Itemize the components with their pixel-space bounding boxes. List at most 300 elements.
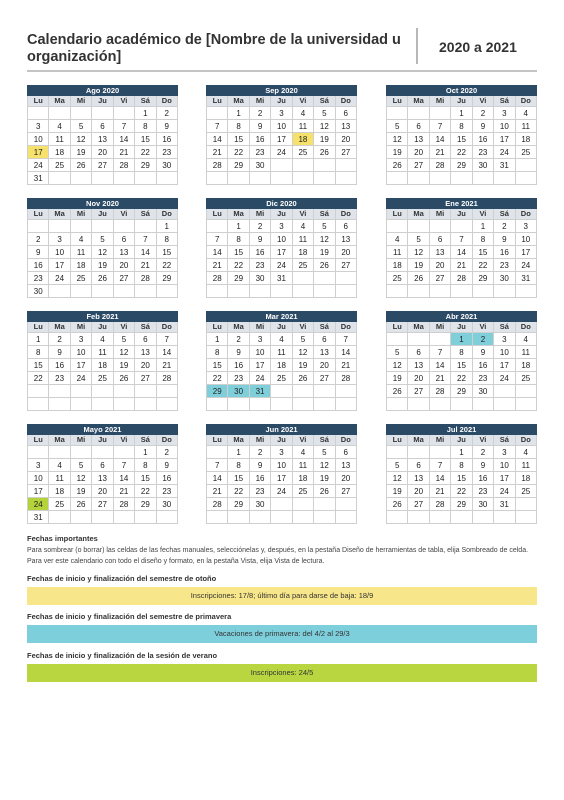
day-cell[interactable]: 8 bbox=[228, 119, 249, 132]
day-cell[interactable]: 6 bbox=[92, 119, 113, 132]
day-cell[interactable]: 20 bbox=[336, 132, 357, 145]
day-cell[interactable]: 6 bbox=[336, 219, 357, 232]
day-cell[interactable]: 24 bbox=[28, 497, 49, 510]
day-cell[interactable]: 9 bbox=[250, 232, 271, 245]
day-cell[interactable]: 7 bbox=[430, 458, 451, 471]
day-cell[interactable]: 1 bbox=[135, 445, 156, 458]
day-cell[interactable]: 4 bbox=[387, 232, 408, 245]
day-cell[interactable]: 19 bbox=[114, 358, 135, 371]
day-cell[interactable]: 27 bbox=[408, 497, 429, 510]
day-cell[interactable]: 2 bbox=[49, 332, 70, 345]
day-cell[interactable]: 29 bbox=[135, 158, 156, 171]
day-cell[interactable]: 19 bbox=[71, 484, 92, 497]
day-cell[interactable]: 31 bbox=[28, 171, 49, 184]
day-cell[interactable]: 16 bbox=[473, 471, 494, 484]
day-cell[interactable]: 15 bbox=[28, 358, 49, 371]
day-cell[interactable]: 28 bbox=[430, 158, 451, 171]
day-cell[interactable]: 11 bbox=[293, 458, 314, 471]
day-cell[interactable]: 7 bbox=[207, 119, 228, 132]
day-cell[interactable]: 17 bbox=[271, 245, 292, 258]
day-cell[interactable]: 14 bbox=[207, 245, 228, 258]
day-cell[interactable]: 18 bbox=[271, 358, 292, 371]
day-cell[interactable]: 27 bbox=[408, 158, 429, 171]
section-band[interactable]: Inscripciones: 17/8; último día para darse de baja: 18/9 bbox=[27, 587, 537, 605]
day-cell[interactable]: 30 bbox=[473, 384, 494, 397]
day-cell[interactable]: 21 bbox=[430, 145, 451, 158]
day-cell[interactable]: 30 bbox=[494, 271, 515, 284]
day-cell[interactable]: 30 bbox=[250, 158, 271, 171]
day-cell[interactable]: 6 bbox=[92, 458, 113, 471]
day-cell[interactable]: 28 bbox=[135, 271, 156, 284]
day-cell[interactable]: 25 bbox=[271, 371, 292, 384]
day-cell[interactable]: 10 bbox=[271, 119, 292, 132]
day-cell[interactable]: 18 bbox=[293, 471, 314, 484]
day-cell[interactable]: 7 bbox=[336, 332, 357, 345]
day-cell[interactable]: 8 bbox=[28, 345, 49, 358]
day-cell[interactable]: 12 bbox=[314, 119, 335, 132]
day-cell[interactable]: 16 bbox=[28, 258, 49, 271]
day-cell[interactable]: 1 bbox=[207, 332, 228, 345]
day-cell[interactable]: 16 bbox=[228, 358, 249, 371]
day-cell[interactable]: 14 bbox=[430, 471, 451, 484]
day-cell[interactable]: 26 bbox=[92, 271, 113, 284]
day-cell[interactable]: 12 bbox=[387, 471, 408, 484]
day-cell[interactable]: 26 bbox=[293, 371, 314, 384]
day-cell[interactable]: 30 bbox=[157, 158, 178, 171]
day-cell[interactable]: 14 bbox=[114, 471, 135, 484]
day-cell[interactable]: 24 bbox=[494, 484, 515, 497]
day-cell[interactable]: 24 bbox=[250, 371, 271, 384]
day-cell[interactable]: 15 bbox=[451, 132, 472, 145]
day-cell[interactable]: 15 bbox=[135, 471, 156, 484]
day-cell[interactable]: 27 bbox=[314, 371, 335, 384]
day-cell[interactable]: 19 bbox=[314, 132, 335, 145]
day-cell[interactable]: 2 bbox=[250, 445, 271, 458]
day-cell[interactable]: 14 bbox=[157, 345, 178, 358]
day-cell[interactable]: 17 bbox=[250, 358, 271, 371]
day-cell[interactable]: 12 bbox=[114, 345, 135, 358]
day-cell[interactable]: 24 bbox=[494, 145, 515, 158]
day-cell[interactable]: 8 bbox=[473, 232, 494, 245]
day-cell[interactable]: 15 bbox=[451, 358, 472, 371]
day-cell[interactable]: 24 bbox=[271, 258, 292, 271]
day-cell[interactable]: 14 bbox=[114, 132, 135, 145]
day-cell[interactable]: 21 bbox=[157, 358, 178, 371]
day-cell[interactable]: 2 bbox=[250, 106, 271, 119]
day-cell[interactable]: 28 bbox=[207, 271, 228, 284]
day-cell[interactable]: 18 bbox=[293, 132, 314, 145]
day-cell[interactable]: 1 bbox=[473, 219, 494, 232]
day-cell[interactable]: 23 bbox=[157, 484, 178, 497]
day-cell[interactable]: 4 bbox=[516, 332, 537, 345]
day-cell[interactable]: 30 bbox=[250, 271, 271, 284]
day-cell[interactable]: 18 bbox=[49, 484, 70, 497]
day-cell[interactable]: 2 bbox=[473, 332, 494, 345]
day-cell[interactable]: 13 bbox=[114, 245, 135, 258]
day-cell[interactable]: 5 bbox=[71, 119, 92, 132]
day-cell[interactable]: 25 bbox=[516, 145, 537, 158]
day-cell[interactable]: 4 bbox=[49, 458, 70, 471]
day-cell[interactable]: 26 bbox=[408, 271, 429, 284]
day-cell[interactable]: 18 bbox=[387, 258, 408, 271]
day-cell[interactable]: 21 bbox=[430, 484, 451, 497]
day-cell[interactable]: 1 bbox=[28, 332, 49, 345]
day-cell[interactable]: 26 bbox=[114, 371, 135, 384]
day-cell[interactable]: 28 bbox=[157, 371, 178, 384]
day-cell[interactable]: 31 bbox=[516, 271, 537, 284]
day-cell[interactable]: 10 bbox=[28, 471, 49, 484]
day-cell[interactable]: 30 bbox=[473, 497, 494, 510]
day-cell[interactable]: 3 bbox=[494, 445, 515, 458]
day-cell[interactable]: 9 bbox=[228, 345, 249, 358]
day-cell[interactable]: 2 bbox=[473, 445, 494, 458]
day-cell[interactable]: 20 bbox=[408, 484, 429, 497]
day-cell[interactable]: 25 bbox=[387, 271, 408, 284]
day-cell[interactable]: 13 bbox=[92, 471, 113, 484]
day-cell[interactable]: 8 bbox=[228, 232, 249, 245]
day-cell[interactable]: 10 bbox=[516, 232, 537, 245]
day-cell[interactable]: 23 bbox=[473, 484, 494, 497]
day-cell[interactable]: 22 bbox=[473, 258, 494, 271]
day-cell[interactable]: 4 bbox=[71, 232, 92, 245]
day-cell[interactable]: 17 bbox=[28, 484, 49, 497]
day-cell[interactable]: 18 bbox=[516, 471, 537, 484]
day-cell[interactable]: 16 bbox=[473, 132, 494, 145]
day-cell[interactable]: 20 bbox=[114, 258, 135, 271]
day-cell[interactable]: 5 bbox=[387, 458, 408, 471]
day-cell[interactable]: 29 bbox=[228, 158, 249, 171]
day-cell[interactable]: 24 bbox=[71, 371, 92, 384]
day-cell[interactable]: 3 bbox=[494, 332, 515, 345]
day-cell[interactable]: 26 bbox=[314, 484, 335, 497]
day-cell[interactable]: 3 bbox=[271, 219, 292, 232]
day-cell[interactable]: 17 bbox=[49, 258, 70, 271]
day-cell[interactable]: 14 bbox=[430, 358, 451, 371]
day-cell[interactable]: 1 bbox=[451, 445, 472, 458]
day-cell[interactable]: 7 bbox=[114, 119, 135, 132]
day-cell[interactable]: 17 bbox=[494, 358, 515, 371]
day-cell[interactable]: 17 bbox=[271, 471, 292, 484]
day-cell[interactable]: 19 bbox=[387, 484, 408, 497]
day-cell[interactable]: 23 bbox=[28, 271, 49, 284]
day-cell[interactable]: 26 bbox=[387, 497, 408, 510]
day-cell[interactable]: 19 bbox=[71, 145, 92, 158]
day-cell[interactable]: 22 bbox=[228, 484, 249, 497]
day-cell[interactable]: 27 bbox=[114, 271, 135, 284]
day-cell[interactable]: 22 bbox=[451, 371, 472, 384]
day-cell[interactable]: 18 bbox=[49, 145, 70, 158]
day-cell[interactable]: 6 bbox=[408, 458, 429, 471]
day-cell[interactable]: 31 bbox=[494, 158, 515, 171]
day-cell[interactable]: 3 bbox=[49, 232, 70, 245]
day-cell[interactable]: 30 bbox=[157, 497, 178, 510]
day-cell[interactable]: 10 bbox=[494, 458, 515, 471]
day-cell[interactable]: 29 bbox=[451, 384, 472, 397]
day-cell[interactable]: 11 bbox=[71, 245, 92, 258]
day-cell[interactable]: 4 bbox=[49, 119, 70, 132]
day-cell[interactable]: 24 bbox=[516, 258, 537, 271]
day-cell[interactable]: 10 bbox=[250, 345, 271, 358]
day-cell[interactable]: 19 bbox=[314, 471, 335, 484]
day-cell[interactable]: 29 bbox=[228, 271, 249, 284]
day-cell[interactable]: 22 bbox=[135, 484, 156, 497]
day-cell[interactable]: 5 bbox=[314, 219, 335, 232]
day-cell[interactable]: 10 bbox=[71, 345, 92, 358]
day-cell[interactable]: 22 bbox=[451, 484, 472, 497]
day-cell[interactable]: 8 bbox=[135, 119, 156, 132]
day-cell[interactable]: 8 bbox=[157, 232, 178, 245]
day-cell[interactable]: 8 bbox=[451, 119, 472, 132]
day-cell[interactable]: 6 bbox=[336, 445, 357, 458]
day-cell[interactable]: 5 bbox=[314, 445, 335, 458]
day-cell[interactable]: 23 bbox=[473, 371, 494, 384]
day-cell[interactable]: 5 bbox=[387, 119, 408, 132]
day-cell[interactable]: 13 bbox=[92, 132, 113, 145]
day-cell[interactable]: 7 bbox=[430, 345, 451, 358]
day-cell[interactable]: 27 bbox=[336, 258, 357, 271]
day-cell[interactable]: 26 bbox=[387, 384, 408, 397]
day-cell[interactable]: 12 bbox=[387, 132, 408, 145]
day-cell[interactable]: 8 bbox=[207, 345, 228, 358]
day-cell[interactable]: 3 bbox=[271, 106, 292, 119]
day-cell[interactable]: 30 bbox=[28, 284, 49, 297]
day-cell[interactable]: 7 bbox=[207, 458, 228, 471]
day-cell[interactable]: 31 bbox=[271, 271, 292, 284]
day-cell[interactable]: 9 bbox=[28, 245, 49, 258]
day-cell[interactable]: 14 bbox=[207, 132, 228, 145]
day-cell[interactable]: 24 bbox=[494, 371, 515, 384]
day-cell[interactable]: 18 bbox=[92, 358, 113, 371]
day-cell[interactable]: 23 bbox=[49, 371, 70, 384]
day-cell[interactable]: 11 bbox=[516, 119, 537, 132]
day-cell[interactable]: 22 bbox=[28, 371, 49, 384]
day-cell[interactable]: 13 bbox=[336, 232, 357, 245]
day-cell[interactable]: 6 bbox=[408, 119, 429, 132]
day-cell[interactable]: 18 bbox=[516, 132, 537, 145]
day-cell[interactable]: 25 bbox=[516, 484, 537, 497]
day-cell[interactable]: 2 bbox=[157, 106, 178, 119]
day-cell[interactable]: 5 bbox=[92, 232, 113, 245]
day-cell[interactable]: 10 bbox=[271, 458, 292, 471]
day-cell[interactable]: 30 bbox=[228, 384, 249, 397]
day-cell[interactable]: 9 bbox=[157, 458, 178, 471]
day-cell[interactable]: 25 bbox=[92, 371, 113, 384]
day-cell[interactable]: 9 bbox=[250, 458, 271, 471]
day-cell[interactable]: 17 bbox=[271, 132, 292, 145]
day-cell[interactable]: 7 bbox=[114, 458, 135, 471]
day-cell[interactable]: 2 bbox=[157, 445, 178, 458]
day-cell[interactable]: 6 bbox=[114, 232, 135, 245]
day-cell[interactable]: 21 bbox=[336, 358, 357, 371]
day-cell[interactable]: 27 bbox=[135, 371, 156, 384]
day-cell[interactable]: 2 bbox=[494, 219, 515, 232]
day-cell[interactable]: 29 bbox=[228, 497, 249, 510]
day-cell[interactable]: 4 bbox=[293, 219, 314, 232]
day-cell[interactable]: 29 bbox=[157, 271, 178, 284]
day-cell[interactable]: 12 bbox=[387, 358, 408, 371]
day-cell[interactable]: 21 bbox=[430, 371, 451, 384]
day-cell[interactable]: 26 bbox=[71, 158, 92, 171]
day-cell[interactable]: 14 bbox=[430, 132, 451, 145]
day-cell[interactable]: 11 bbox=[516, 458, 537, 471]
day-cell[interactable]: 14 bbox=[207, 471, 228, 484]
day-cell[interactable]: 2 bbox=[473, 106, 494, 119]
day-cell[interactable]: 27 bbox=[336, 145, 357, 158]
day-cell[interactable]: 11 bbox=[293, 232, 314, 245]
day-cell[interactable]: 25 bbox=[49, 158, 70, 171]
day-cell[interactable]: 4 bbox=[293, 106, 314, 119]
day-cell[interactable]: 22 bbox=[228, 258, 249, 271]
day-cell[interactable]: 15 bbox=[157, 245, 178, 258]
day-cell[interactable]: 25 bbox=[71, 271, 92, 284]
day-cell[interactable]: 13 bbox=[336, 119, 357, 132]
day-cell[interactable]: 8 bbox=[451, 458, 472, 471]
day-cell[interactable]: 14 bbox=[451, 245, 472, 258]
day-cell[interactable]: 9 bbox=[157, 119, 178, 132]
day-cell[interactable]: 16 bbox=[250, 132, 271, 145]
day-cell[interactable]: 21 bbox=[114, 484, 135, 497]
day-cell[interactable]: 12 bbox=[71, 471, 92, 484]
day-cell[interactable]: 9 bbox=[473, 119, 494, 132]
day-cell[interactable]: 18 bbox=[71, 258, 92, 271]
day-cell[interactable]: 1 bbox=[228, 106, 249, 119]
day-cell[interactable]: 13 bbox=[430, 245, 451, 258]
day-cell[interactable]: 23 bbox=[473, 145, 494, 158]
day-cell[interactable]: 10 bbox=[494, 345, 515, 358]
day-cell[interactable]: 20 bbox=[430, 258, 451, 271]
day-cell[interactable]: 20 bbox=[408, 371, 429, 384]
day-cell[interactable]: 24 bbox=[271, 484, 292, 497]
day-cell[interactable]: 30 bbox=[473, 158, 494, 171]
day-cell[interactable]: 12 bbox=[293, 345, 314, 358]
day-cell[interactable]: 19 bbox=[387, 371, 408, 384]
day-cell[interactable]: 24 bbox=[271, 145, 292, 158]
day-cell[interactable]: 24 bbox=[28, 158, 49, 171]
day-cell[interactable]: 27 bbox=[408, 384, 429, 397]
section-band[interactable]: Inscripciones: 24/5 bbox=[27, 664, 537, 682]
day-cell[interactable]: 4 bbox=[293, 445, 314, 458]
day-cell[interactable]: 3 bbox=[271, 445, 292, 458]
day-cell[interactable]: 13 bbox=[314, 345, 335, 358]
day-cell[interactable]: 4 bbox=[516, 445, 537, 458]
day-cell[interactable]: 2 bbox=[28, 232, 49, 245]
day-cell[interactable]: 21 bbox=[451, 258, 472, 271]
day-cell[interactable]: 6 bbox=[408, 345, 429, 358]
day-cell[interactable]: 16 bbox=[157, 471, 178, 484]
day-cell[interactable]: 16 bbox=[157, 132, 178, 145]
day-cell[interactable]: 20 bbox=[408, 145, 429, 158]
day-cell[interactable]: 19 bbox=[387, 145, 408, 158]
day-cell[interactable]: 13 bbox=[408, 471, 429, 484]
day-cell[interactable]: 4 bbox=[92, 332, 113, 345]
day-cell[interactable]: 28 bbox=[451, 271, 472, 284]
day-cell[interactable]: 25 bbox=[293, 258, 314, 271]
day-cell[interactable]: 14 bbox=[135, 245, 156, 258]
day-cell[interactable]: 6 bbox=[336, 106, 357, 119]
day-cell[interactable]: 6 bbox=[135, 332, 156, 345]
day-cell[interactable]: 31 bbox=[494, 497, 515, 510]
day-cell[interactable]: 22 bbox=[228, 145, 249, 158]
day-cell[interactable]: 29 bbox=[451, 497, 472, 510]
day-cell[interactable]: 11 bbox=[92, 345, 113, 358]
day-cell[interactable]: 10 bbox=[271, 232, 292, 245]
day-cell[interactable]: 21 bbox=[207, 484, 228, 497]
day-cell[interactable]: 31 bbox=[250, 384, 271, 397]
day-cell[interactable]: 3 bbox=[516, 219, 537, 232]
day-cell[interactable]: 19 bbox=[314, 245, 335, 258]
day-cell[interactable]: 17 bbox=[494, 132, 515, 145]
day-cell[interactable]: 5 bbox=[314, 106, 335, 119]
day-cell[interactable]: 28 bbox=[430, 384, 451, 397]
day-cell[interactable]: 10 bbox=[494, 119, 515, 132]
day-cell[interactable]: 26 bbox=[387, 158, 408, 171]
day-cell[interactable]: 11 bbox=[387, 245, 408, 258]
day-cell[interactable]: 2 bbox=[228, 332, 249, 345]
day-cell[interactable]: 18 bbox=[516, 358, 537, 371]
day-cell[interactable]: 17 bbox=[516, 245, 537, 258]
day-cell[interactable]: 27 bbox=[430, 271, 451, 284]
day-cell[interactable]: 9 bbox=[494, 232, 515, 245]
day-cell[interactable]: 3 bbox=[71, 332, 92, 345]
day-cell[interactable]: 28 bbox=[430, 497, 451, 510]
day-cell[interactable]: 7 bbox=[207, 232, 228, 245]
day-cell[interactable]: 15 bbox=[207, 358, 228, 371]
day-cell[interactable]: 15 bbox=[473, 245, 494, 258]
day-cell[interactable]: 29 bbox=[207, 384, 228, 397]
day-cell[interactable]: 28 bbox=[207, 497, 228, 510]
day-cell[interactable]: 20 bbox=[92, 145, 113, 158]
day-cell[interactable]: 15 bbox=[451, 471, 472, 484]
day-cell[interactable]: 27 bbox=[92, 497, 113, 510]
day-cell[interactable]: 16 bbox=[250, 471, 271, 484]
day-cell[interactable]: 1 bbox=[451, 106, 472, 119]
day-cell[interactable]: 8 bbox=[228, 458, 249, 471]
day-cell[interactable]: 20 bbox=[336, 471, 357, 484]
day-cell[interactable]: 23 bbox=[250, 258, 271, 271]
day-cell[interactable]: 9 bbox=[250, 119, 271, 132]
day-cell[interactable]: 10 bbox=[49, 245, 70, 258]
day-cell[interactable]: 23 bbox=[494, 258, 515, 271]
day-cell[interactable]: 22 bbox=[207, 371, 228, 384]
day-cell[interactable]: 3 bbox=[28, 458, 49, 471]
day-cell[interactable]: 6 bbox=[430, 232, 451, 245]
day-cell[interactable]: 21 bbox=[135, 258, 156, 271]
day-cell[interactable]: 22 bbox=[157, 258, 178, 271]
day-cell[interactable]: 5 bbox=[293, 332, 314, 345]
day-cell[interactable]: 8 bbox=[451, 345, 472, 358]
day-cell[interactable]: 23 bbox=[250, 484, 271, 497]
day-cell[interactable]: 1 bbox=[451, 332, 472, 345]
section-band[interactable]: Vacaciones de primavera: del 4/2 al 29/3 bbox=[27, 625, 537, 643]
day-cell[interactable]: 21 bbox=[114, 145, 135, 158]
day-cell[interactable]: 12 bbox=[314, 458, 335, 471]
day-cell[interactable]: 5 bbox=[387, 345, 408, 358]
day-cell[interactable]: 11 bbox=[293, 119, 314, 132]
day-cell[interactable]: 23 bbox=[250, 145, 271, 158]
day-cell[interactable]: 22 bbox=[135, 145, 156, 158]
day-cell[interactable]: 4 bbox=[516, 106, 537, 119]
day-cell[interactable]: 17 bbox=[28, 145, 49, 158]
day-cell[interactable]: 30 bbox=[250, 497, 271, 510]
day-cell[interactable]: 20 bbox=[336, 245, 357, 258]
day-cell[interactable]: 8 bbox=[135, 458, 156, 471]
day-cell[interactable]: 11 bbox=[49, 132, 70, 145]
day-cell[interactable]: 9 bbox=[473, 345, 494, 358]
day-cell[interactable]: 9 bbox=[49, 345, 70, 358]
day-cell[interactable]: 28 bbox=[207, 158, 228, 171]
day-cell[interactable]: 16 bbox=[49, 358, 70, 371]
day-cell[interactable]: 5 bbox=[408, 232, 429, 245]
